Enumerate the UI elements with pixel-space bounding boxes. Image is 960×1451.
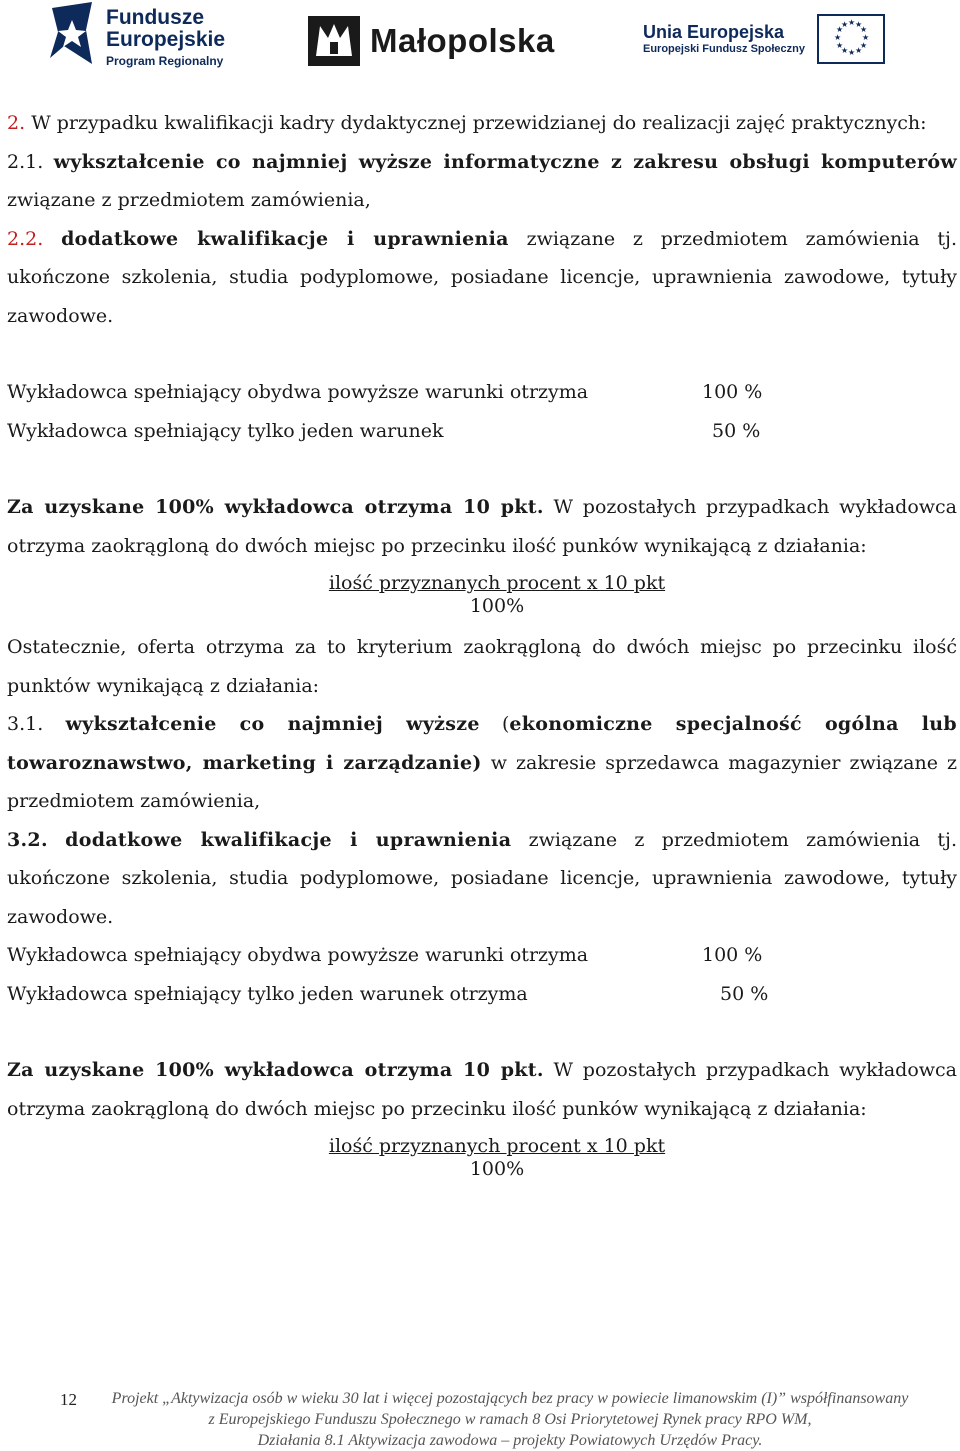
svg-text:★: ★ [840, 20, 849, 29]
score-row-1-value: 100 % [702, 381, 763, 403]
page-footer [60, 1388, 960, 1451]
svg-text:★: ★ [859, 41, 868, 50]
fundusze-europejskie-logo [46, 0, 225, 74]
score-row-2 [7, 412, 957, 451]
score-row-3-label: Wykładowca spełniający obydwa powyższe warunki otrzyma [7, 944, 589, 966]
score-row-3-value: 100 % [702, 944, 763, 966]
svg-text:★: ★ [840, 46, 849, 55]
score-row-1 [7, 373, 957, 412]
malopolska-crest-icon [306, 14, 362, 68]
score-rule-1 [7, 488, 957, 565]
formula-2 [37, 1135, 957, 1181]
formula-2-denominator: 100% [469, 1158, 525, 1180]
score-row-4-label: Wykładowca spełniający tylko jeden warunek otrzyma [7, 982, 528, 1005]
section-3-2-text: związane z przedmiotem zamówienia tj. ukończone szkolenia, studia podyplomowe, posiadane licencje, uprawnienia zawodowe, tytuły zawodowe. [7, 828, 957, 928]
section-2-number: 2. [7, 112, 26, 134]
section-3-1-paren: ( [501, 713, 510, 735]
eu-flag-icon [817, 14, 885, 64]
formula-1-denominator: 100% [469, 595, 525, 617]
final-rule-text: Ostatecznie, oferta otrzyma za to kryterium zaokrągloną do dwóch miejsc po przecinku ilość punktów wynikającą z działania: [7, 636, 957, 697]
svg-text:★: ★ [859, 25, 868, 34]
section-3-2-bold: dodatkowe kwalifikacje i uprawnienia [65, 828, 512, 851]
score-rule-2-text: W pozostałych przypadkach wykładowca otrzyma zaokrągloną do dwóch miejsc po przecinku ilość punków wynikającą z działania: [7, 1059, 957, 1120]
svg-text:★: ★ [847, 18, 856, 27]
formula-2-numerator: ilość przyznanych procent x 10 pkt [328, 1135, 666, 1157]
section-2-2-text: związane z przedmiotem zamówienia tj. ukończone szkolenia, studia podyplomowe, posiadane licencje, uprawnienia zawodowe, tytuły zawodowe. [7, 227, 957, 327]
score-rule-1-bold: Za uzyskane 100% wykładowca otrzyma 10 pkt. [7, 496, 544, 518]
fe-line-1: Fundusze [106, 5, 204, 29]
score-row-2-label: Wykładowca spełniający tylko jeden warunek [7, 419, 444, 442]
svg-text:★: ★ [833, 33, 842, 42]
document-body [7, 104, 957, 1181]
section-2-2-bold: dodatkowe kwalifikacje i uprawnienia [61, 227, 509, 250]
section-2-2-number: 2.2. [7, 227, 44, 250]
section-3-1-text: w zakresie sprzedawca magazynier związane z przedmiotem zamówienia, [7, 751, 957, 812]
section-2-1-text: związane z przedmiotem zamówienia, [7, 189, 371, 211]
section-3-1-number: 3.1. [7, 713, 44, 735]
section-2-1-number: 2.1. [7, 150, 44, 173]
score-row-3 [7, 936, 957, 975]
section-3-2-number: 3.2. [7, 828, 48, 851]
final-rule [7, 628, 957, 705]
footer-line-1: Projekt „Aktywizacja osób w wieku 30 lat i więcej pozostających bez pracy w powiecie limanowskim (I)” współfinansowany [111, 1390, 909, 1407]
ue-line-2: Europejski Fundusz Społeczny [643, 43, 805, 56]
score-row-4-value: 50 % [720, 982, 769, 1005]
svg-text:★: ★ [835, 41, 844, 50]
footer-line-3: Działania 8.1 Aktywizacja zawodowa – projekty Powiatowych Urzędów Pracy. [257, 1432, 763, 1449]
section-3-1-bold: wykształcenie co najmniej wyższe [65, 713, 480, 735]
score-rule-2 [7, 1051, 957, 1128]
section-2-1 [7, 143, 957, 220]
svg-text:★: ★ [854, 20, 863, 29]
score-row-4 [7, 975, 957, 1014]
fe-star-icon [46, 0, 98, 74]
section-2-1-bold: wykształcenie co najmniej wyższe informatyczne z zakresu obsługi komputerów [53, 150, 957, 173]
malopolska-name: Małopolska [370, 22, 555, 59]
fe-line-3: Program Regionalny [106, 53, 224, 68]
svg-text:★: ★ [861, 33, 870, 42]
svg-text:★: ★ [847, 48, 856, 57]
eu-logo [643, 14, 885, 64]
formula-1 [37, 572, 957, 618]
section-2 [7, 104, 957, 143]
section-2-2 [7, 220, 957, 336]
footer-line-2: z Europejskiego Funduszu Społecznego w ramach 8 Osi Priorytetowej Rynek pracy RPO WM, [208, 1411, 812, 1428]
fe-line-2: Europejskie [106, 27, 226, 51]
section-2-text: W przypadku kwalifikacji kadry dydaktycznej przewidzianej do realizacji zajęć praktycznych: [31, 112, 927, 134]
malopolska-logo [306, 14, 555, 68]
score-row-1-label: Wykładowca spełniający obydwa powyższe warunki otrzyma [7, 381, 589, 403]
score-row-2-value: 50 % [712, 419, 761, 442]
score-rule-2-bold: Za uzyskane 100% wykładowca otrzyma 10 pkt. [7, 1059, 544, 1081]
section-3-1-bold-2: ekonomiczne specjalność ogólna lub towaroznawstwo, marketing i zarządzanie) [7, 713, 958, 774]
ue-line-1: Unia Europejska [643, 22, 785, 43]
section-3-1 [7, 705, 957, 821]
section-3-2 [7, 821, 957, 937]
score-rule-1-text: W pozostałych przypadkach wykładowca otrzyma zaokrągloną do dwóch miejsc po przecinku ilość punków wynikającą z działania: [7, 496, 957, 557]
page-number: 12 [60, 1390, 77, 1409]
svg-text:★: ★ [854, 46, 863, 55]
svg-text:★: ★ [835, 25, 844, 34]
page-header [0, 0, 960, 80]
formula-1-numerator: ilość przyznanych procent x 10 pkt [328, 572, 666, 594]
